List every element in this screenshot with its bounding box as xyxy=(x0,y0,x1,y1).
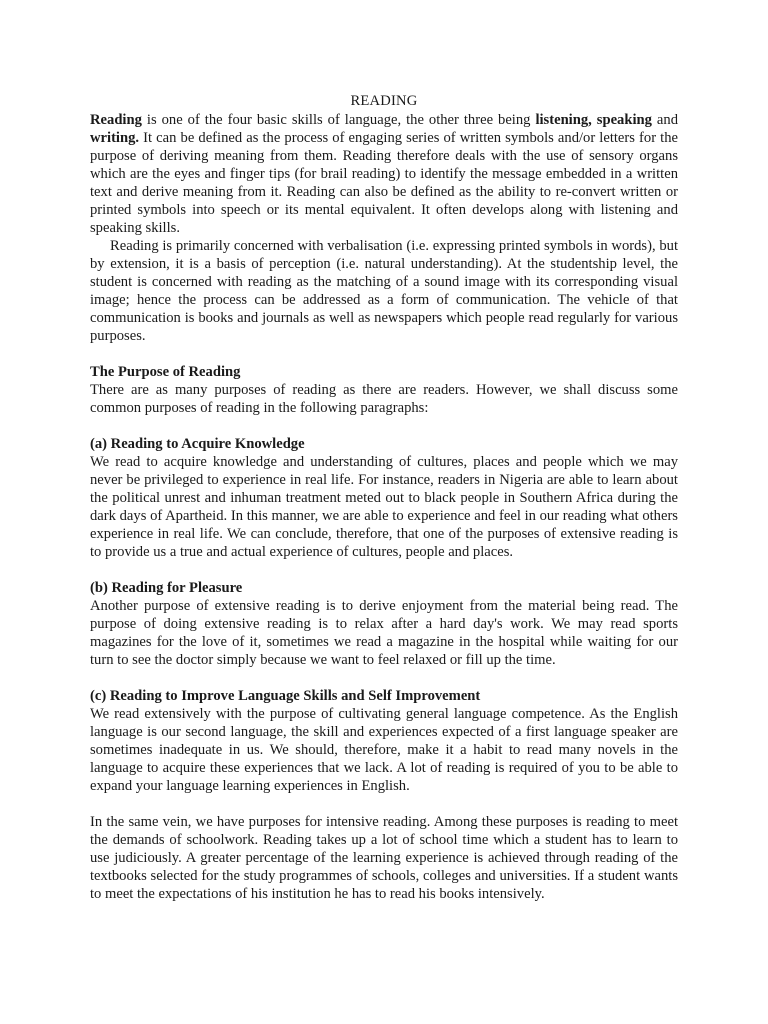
section-a-paragraph: We read to acquire knowledge and understanding of cultures, places and people which we may never be privileged to experience in real life. For instance, readers in Nigeria are able to learn about the political unrest and inhuman treatment meted out to black people in Southern Africa during the dark days of Apartheid. In this manner, we are able to experience and feel in our reading what others experience in real life. We can conclude, therefore, that one of the purposes of extensive reading is to provide us a true and actual experience of cultures, people and places. xyxy=(90,454,678,560)
intro-paragraph xyxy=(90,111,678,237)
intro-text-1: is one of the four basic skills of language, the other three being xyxy=(141,112,536,128)
verbalisation-paragraph: Reading is primarily concerned with verbalisation (i.e. expressing printed symbols in words), but by extension, it is a basis of perception (i.e. natural understanding). At the studentship level, the student is concerned with reading as the matching of a sound image with its corresponding visual image; hence the process can be addressed as a form of communication. The vehicle of that communication is books and journals as well as newspapers which people read regularly for various purposes. xyxy=(90,238,678,344)
document-page xyxy=(90,92,678,903)
term-reading: Reading xyxy=(90,112,142,128)
section-c-heading: (c) Reading to Improve Language Skills and Self Improvement xyxy=(90,688,481,704)
section-c-paragraph: We read extensively with the purpose of cultivating general language competence. As the English language is our second language, the skill and experiences expected of a first language speaker are sometimes inadequate in us. We should, therefore, make it a habit to read many novels in the language to acquire these experiences that we lack. A lot of reading is required of you to be able to expand your language learning experiences in English. xyxy=(90,706,678,794)
intensive-reading-paragraph: In the same vein, we have purposes for intensive reading. Among these purposes is reading to meet the demands of schoolwork. Reading takes up a lot of school time which a student has to learn to use judiciously. A greater percentage of the learning experience is achieved through reading of the textbooks selected for the study programmes of schools, colleges and universities. If a student wants to meet the expectations of his institution he has to read his books intensively. xyxy=(90,814,678,902)
term-writing: writing. xyxy=(90,130,140,146)
intro-text-3: It can be defined as the process of engaging series of written symbols and/or letters for the purpose of deriving meaning from them. Reading therefore deals with the use of sensory organs which are the eyes and finger tips (for brail reading) to identify the message embedded in a written text and derive meaning from it. Reading can also be defined as the ability to re-convert written or printed symbols into speech or its mental equivalent. It often develops along with listening and speaking skills. xyxy=(90,130,678,236)
section-b-heading: (b) Reading for Pleasure xyxy=(90,580,243,596)
document-title: READING xyxy=(350,93,418,109)
purpose-paragraph: There are as many purposes of reading as there are readers. However, we shall discuss some common purposes of reading in the following paragraphs: xyxy=(90,382,678,416)
intro-text-2: and xyxy=(651,112,678,128)
term-listening-speaking: listening, speaking xyxy=(535,112,652,128)
purpose-heading: The Purpose of Reading xyxy=(90,364,241,380)
section-a-heading: (a) Reading to Acquire Knowledge xyxy=(90,436,305,452)
section-b-paragraph: Another purpose of extensive reading is to derive enjoyment from the material being read. The purpose of doing extensive reading is to relax after a hard day's work. We may read sports magazines for the love of it, sometimes we read a magazine in the hospital while waiting for our turn to see the doctor simply because we want to feel relaxed or fill up the time. xyxy=(90,598,678,668)
